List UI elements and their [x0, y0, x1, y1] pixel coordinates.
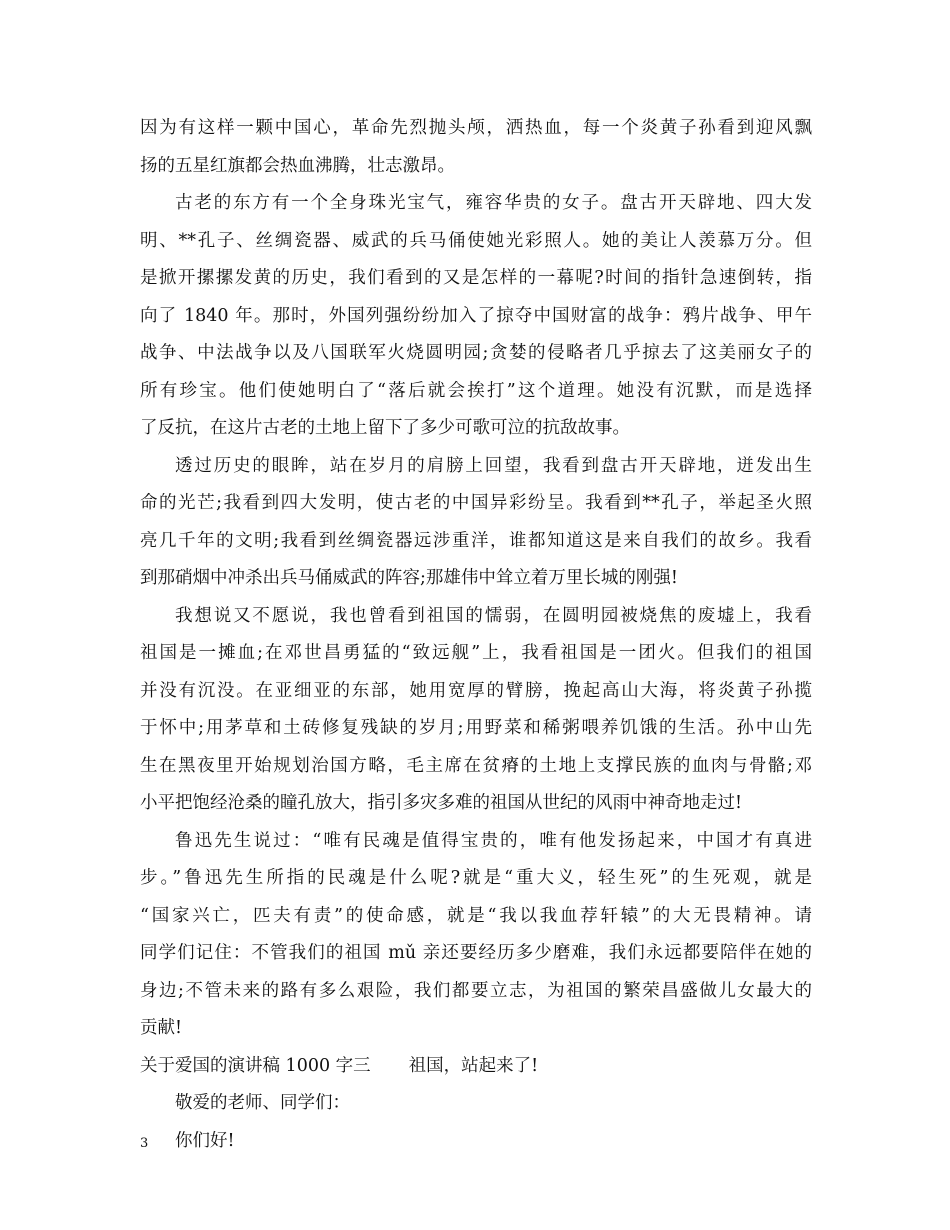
text-line: 古老的东方有一个全身珠光宝气，雍容华贵的女子。盘古开天辟地、四大发 [175, 193, 812, 213]
text-line: 战争、中法战争以及八国联军火烧圆明园;贪婪的侵略者几乎掠去了这美丽女子的 [140, 343, 812, 363]
text-line: 了反抗，在这片古老的土地上留下了多少可歌可泣的抗敌故事。 [140, 418, 630, 438]
salutation: 敬爱的老师、同学们： [175, 1093, 350, 1113]
text-line: 同学们记住：不管我们的祖国 mǔ 亲还要经历多少磨难，我们永远都要陪伴在她的 [140, 943, 812, 963]
text-line: 明、**孔子、丝绸瓷器、威武的兵马俑使她光彩照人。她的美让人羡慕万分。但 [140, 230, 812, 251]
text-line: 到那硝烟中冲杀出兵马俑威武的阵容;那雄伟中耸立着万里长城的刚强! [140, 568, 678, 588]
text-line: 扬的五星红旗都会热血沸腾，壮志激昂。 [140, 155, 455, 176]
text-line: 步。”鲁迅先生所指的民魂是什么呢?就是“重大义，轻生死”的生死观，就是 [140, 868, 812, 888]
text-line: “国家兴亡，匹夫有责”的使命感，就是“我以我血荐轩辕”的大无畏精神。请 [140, 905, 812, 926]
text-line: 贡献! [140, 1018, 183, 1038]
text-line: 于怀中;用茅草和土砖修复残缺的岁月;用野菜和稀粥喂养饥饿的生活。孙中山先 [140, 718, 812, 738]
greeting: 你们好! [175, 1130, 235, 1151]
text-line: 亮几千年的文明;我看到丝绸瓷器远涉重洋，谁都知道这是来自我们的故乡。我看 [140, 530, 812, 551]
text-line: 透过历史的眼眸，站在岁月的肩膀上回望，我看到盘古开天辟地，迸发出生 [175, 455, 812, 476]
text-line: 所有珍宝。他们使她明白了“落后就会挨打”这个道理。她没有沉默，而是选择 [140, 380, 812, 401]
page-number: 3 [140, 1136, 149, 1151]
body-text [140, 110, 812, 1160]
text-line: 生在黑夜里开始规划治国方略，毛主席在贫瘠的土地上支撑民族的血肉与骨骼;邓 [140, 755, 812, 776]
text-line: 因为有这样一颗中国心，革命先烈抛头颅，洒热血，每一个炎黄子孙看到迎风飘 [140, 118, 812, 138]
text-line: 并没有沉没。在亚细亚的东部，她用宽厚的臂膀，挽起高山大海，将炎黄子孙揽 [140, 680, 812, 701]
text-line: 是掀开摞摞发黄的历史，我们看到的又是怎样的一幕呢?时间的指针急速倒转，指 [140, 268, 812, 288]
text-line: 祖国是一摊血;在邓世昌勇猛的“致远舰”上，我看祖国是一团火。但我们的祖国 [140, 643, 812, 663]
text-line: 小平把饱经沧桑的瞳孔放大，指引多灾多难的祖国从世纪的风雨中神奇地走过! [140, 793, 743, 813]
section-heading [140, 1048, 812, 1086]
text-line: 身边;不管未来的路有多么艰险，我们都要立志，为祖国的繁荣昌盛做儿女最大的 [140, 980, 812, 1001]
text-line: 我想说又不愿说，我也曾看到祖国的懦弱，在圆明园被烧焦的废墟上，我看 [175, 605, 812, 626]
heading-title: 关于爱国的演讲稿 1000 字三 [140, 1055, 371, 1076]
heading-subtitle: 祖国，站起来了! [408, 1055, 539, 1076]
text-line: 鲁迅先生说过：“唯有民魂是值得宝贵的，唯有他发扬起来，中国才有真进 [175, 830, 812, 851]
text-line: 向了 1840 年。那时，外国列强纷纷加入了掠夺中国财富的战争：鸦片战争、甲午 [140, 305, 812, 326]
text-line: 命的光芒;我看到四大发明，使古老的中国异彩纷呈。我看到**孔子，举起圣火照 [140, 493, 812, 513]
